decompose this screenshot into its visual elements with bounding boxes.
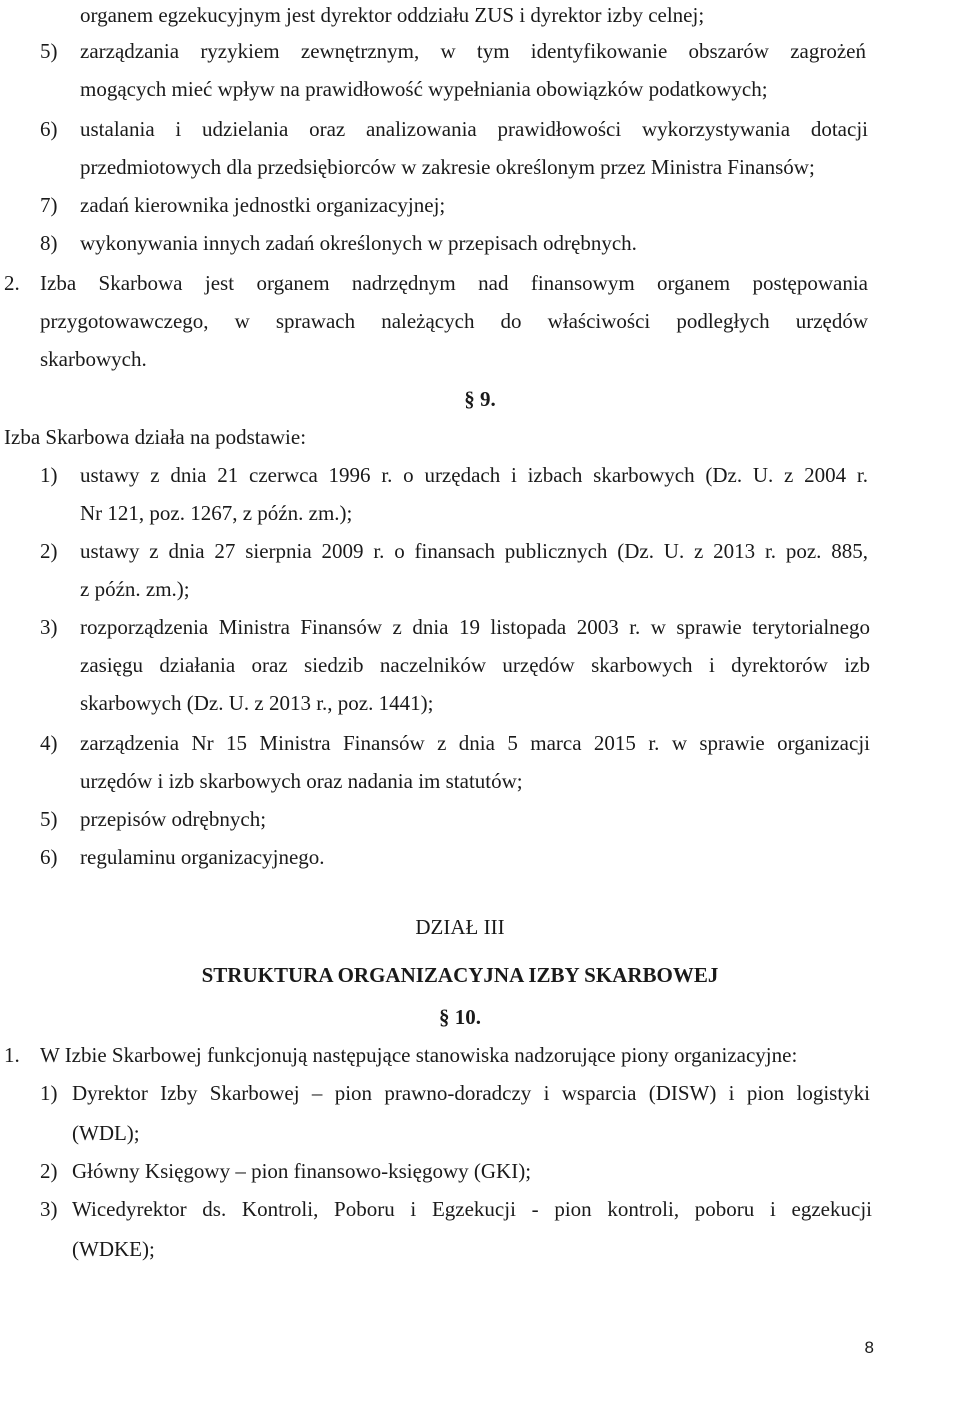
list-item-number: 7) [40, 193, 58, 217]
list-item-number: 6) [40, 845, 58, 869]
list-item-line: skarbowych (Dz. U. z 2013 r., poz. 1441); [80, 691, 434, 715]
point-number: 2. [4, 271, 20, 295]
list-item-line: zadań kierownika jednostki organizacyjnej; [80, 193, 446, 217]
list-item-number: 1) [40, 1081, 58, 1105]
list-item-line: Dyrektor Izby Skarbowej – pion prawno-doradczy i wsparcia (DISW) i pion logistyki [72, 1081, 870, 1105]
list-item-line: rozporządzenia Ministra Finansów z dnia 19 listopada 2003 r. w sprawie terytorialnego [80, 615, 870, 639]
list-item-line: ustawy z dnia 27 sierpnia 2009 r. o finansach publicznych (Dz. U. z 2013 r. poz. 885, [80, 539, 868, 563]
list-item-line: zarządzenia Nr 15 Ministra Finansów z dnia 5 marca 2015 r. w sprawie organizacji [80, 731, 870, 755]
section-heading: § 9. [464, 387, 496, 411]
page-number: 8 [864, 1338, 874, 1357]
section-intro: Izba Skarbowa działa na podstawie: [4, 425, 307, 449]
point-line: W Izbie Skarbowej funkcjonują następujące stanowiska nadzorujące piony organizacyjne: [40, 1043, 798, 1067]
list-item-line: Wicedyrektor ds. Kontroli, Poboru i Egzekucji - pion kontroli, poboru i egzekucji [72, 1197, 872, 1221]
list-item-line: regulaminu organizacyjnego. [80, 845, 325, 869]
list-item-number: 5) [40, 807, 58, 831]
list-item-number: 5) [40, 39, 58, 63]
list-item-number: 2) [40, 539, 58, 563]
list-item-line: Główny Księgowy – pion finansowo-księgowy (GKI); [72, 1159, 532, 1183]
list-item-line: ustawy z dnia 21 czerwca 1996 r. o urzędach i izbach skarbowych (Dz. U. z 2004 r. [80, 463, 868, 487]
list-item-line: z późn. zm.); [80, 577, 190, 601]
list-item-number: 8) [40, 231, 58, 255]
list-item-line: wykonywania innych zadań określonych w przepisach odrębnych. [80, 231, 637, 255]
list-item-line: przepisów odrębnych; [80, 807, 267, 831]
point-line: Izba Skarbowa jest organem nadrzędnym nad finansowym organem postępowania [40, 271, 868, 295]
point-number: 1. [4, 1043, 20, 1067]
list-item-number: 1) [40, 463, 58, 487]
list-item-number: 6) [40, 117, 58, 141]
list-item-line: Nr 121, poz. 1267, z późn. zm.); [80, 501, 353, 525]
list-item-number: 2) [40, 1159, 58, 1183]
list-item-line: (WDKE); [72, 1237, 155, 1261]
list-item-line: przedmiotowych dla przedsiębiorców w zakresie określonym przez Ministra Finansów; [80, 155, 815, 179]
list-item-line: mogących mieć wpływ na prawidłowość wypełniania obowiązków podatkowych; [80, 77, 768, 101]
point-line: przygotowawczego, w sprawach należących do właściwości podległych urzędów [40, 309, 868, 333]
division-title: STRUKTURA ORGANIZACYJNA IZBY SKARBOWEJ [201, 963, 719, 987]
list-item-line: ustalania i udzielania oraz analizowania prawidłowości wykorzystywania dotacji [80, 117, 868, 141]
list-item-line: urzędów i izb skarbowych oraz nadania im statutów; [80, 769, 523, 793]
list-item-number: 3) [40, 1197, 58, 1221]
list-item-number: 3) [40, 615, 58, 639]
continuation-line: organem egzekucyjnym jest dyrektor oddziału ZUS i dyrektor izby celnej; [80, 3, 705, 27]
list-item-line: zasięgu działania oraz siedzib naczelników urzędów skarbowych i dyrektorów izb [80, 653, 870, 677]
point-line: skarbowych. [40, 347, 147, 371]
section-heading: § 10. [439, 1005, 481, 1029]
list-item-number: 4) [40, 731, 58, 755]
list-item-line: (WDL); [72, 1121, 140, 1145]
list-item-line: zarządzania ryzykiem zewnętrznym, w tym identyfikowanie obszarów zagrożeń [80, 39, 866, 63]
division-label: DZIAŁ III [415, 915, 505, 939]
